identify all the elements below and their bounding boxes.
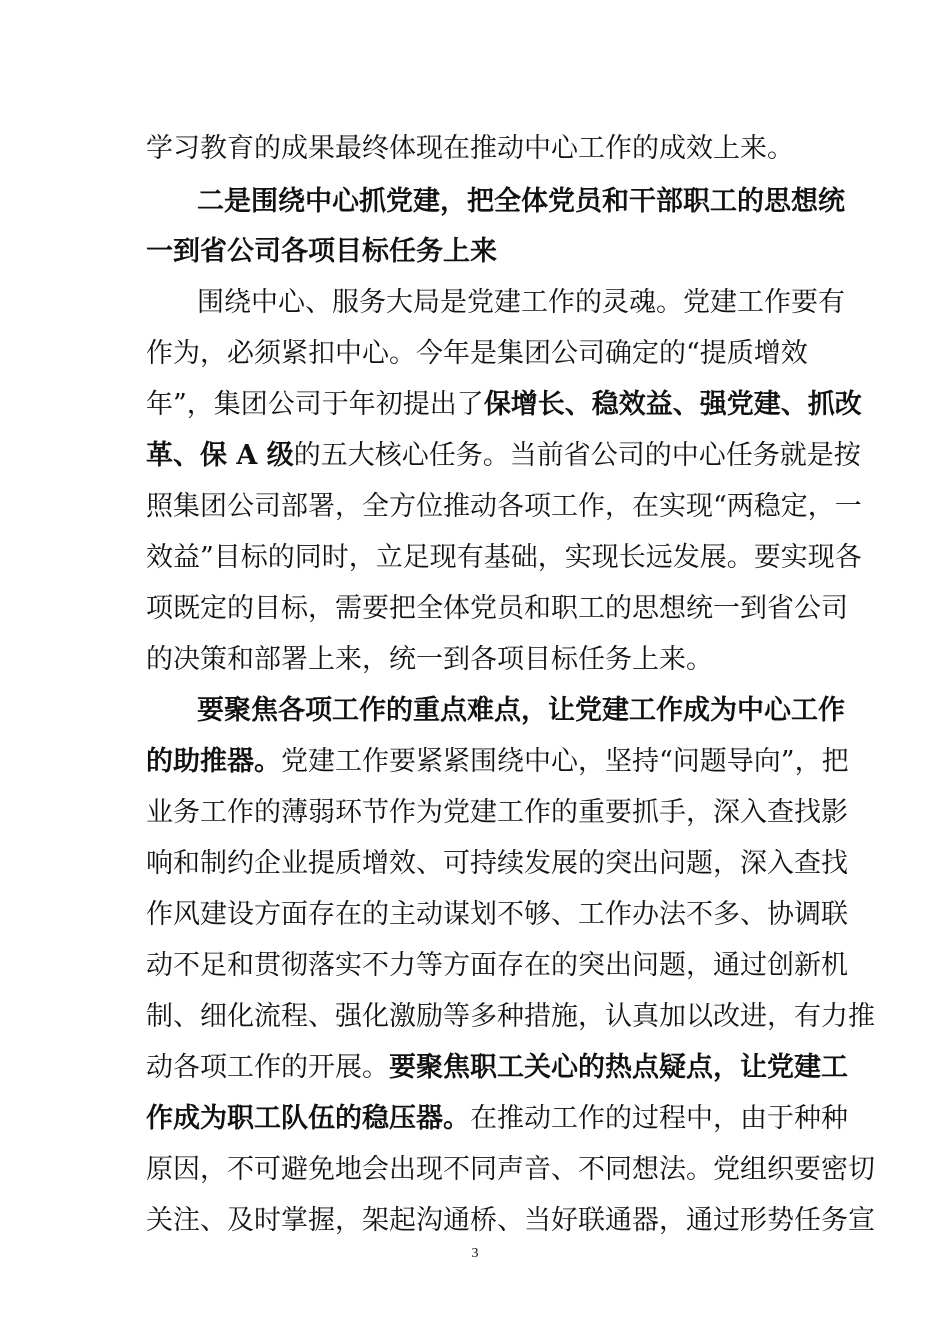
bold-text-segment: 要聚焦职工关心的热点疑点，让党建工 [389,1052,848,1083]
text-line [146,1201,875,1241]
section-heading-line [146,232,806,272]
text-segment: 年”，集团公司于年初提出了 [146,389,484,420]
page-number: 3 [471,1246,479,1261]
text-line [146,538,862,578]
text-segment: 原因，不可避免地会出现不同声音、不同想法。党组织要密切 [146,1154,875,1185]
text-line [146,793,848,833]
text-segment: 动各项工作的开展。 [146,1052,389,1083]
text-segment: 作为，必须紧扣中心。今年是集团公司确定的“提质增效 [146,338,808,369]
text-segment: 制、细化流程、强化激励等多种措施，认真加以改进，有力推 [146,1001,875,1032]
text-line [146,640,806,680]
text-segment: 围绕中心、服务大局是党建工作的灵魂。党建工作要有 [197,287,845,318]
text-line [146,385,862,425]
text-segment: 作风建设方面存在的主动谋划不够、工作办法不多、协调联 [146,899,848,930]
text-line [146,742,849,782]
text-segment: 在推动工作的过程中，由于种种 [470,1103,848,1134]
text-segment: 业务工作的薄弱环节作为党建工作的重要抓手，深入查找影 [146,797,848,828]
bold-text-segment: 的助推器。 [146,746,281,777]
text-line [146,589,848,629]
text-line [146,844,848,884]
text-line [146,1150,875,1190]
text-line [146,334,806,374]
text-segment: 的决策和部署上来，统一到各项目标任务上来。 [146,644,713,675]
bold-text-segment: 要聚焦各项工作的重点难点，让党建工作成为中心工作 [197,695,845,726]
text-segment: 党建工作要紧紧围绕中心，坚持“问题导向”，把 [281,746,849,777]
heading-segment: 一到省公司各项目标任务上来 [146,236,497,267]
text-line [146,436,861,476]
text-segment: 动不足和贯彻落实不力等方面存在的突出问题，通过创新机 [146,950,848,981]
section-heading-line [197,182,845,222]
text-segment: 学习教育的成果最终体现在推动中心工作的成效上来。 [146,133,794,164]
text-line [146,1048,848,1088]
bold-text-segment: 作成为职工队伍的稳压器。 [146,1103,470,1134]
text-line [146,997,875,1037]
text-line [146,946,848,986]
text-line [146,1099,848,1139]
text-segment: 关注、及时掌握，架起沟通桥、当好联通器，通过形势任务宣 [146,1205,875,1236]
text-line [146,129,806,169]
heading-segment: 二是围绕中心抓党建，把全体党员和干部职工的思想统 [197,186,845,217]
text-line [146,487,862,527]
text-segment: 效益”目标的同时，立足现有基础，实现长远发展。要实现各 [146,542,862,573]
text-segment: 项既定的目标，需要把全体党员和职工的思想统一到省公司 [146,593,848,624]
text-segment: 照集团公司部署，全方位推动各项工作，在实现“两稳定，一 [146,491,862,522]
bold-text-segment: 革、保 A 级 [146,440,294,471]
text-line [146,895,848,935]
text-segment: 的五大核心任务。当前省公司的中心任务就是按 [293,440,861,471]
text-segment: 响和制约企业提质增效、可持续发展的突出问题，深入查找 [146,848,848,879]
text-line [197,691,845,731]
text-line [197,283,845,323]
bold-text-segment: 保增长、稳效益、强党建、抓改 [483,389,862,420]
